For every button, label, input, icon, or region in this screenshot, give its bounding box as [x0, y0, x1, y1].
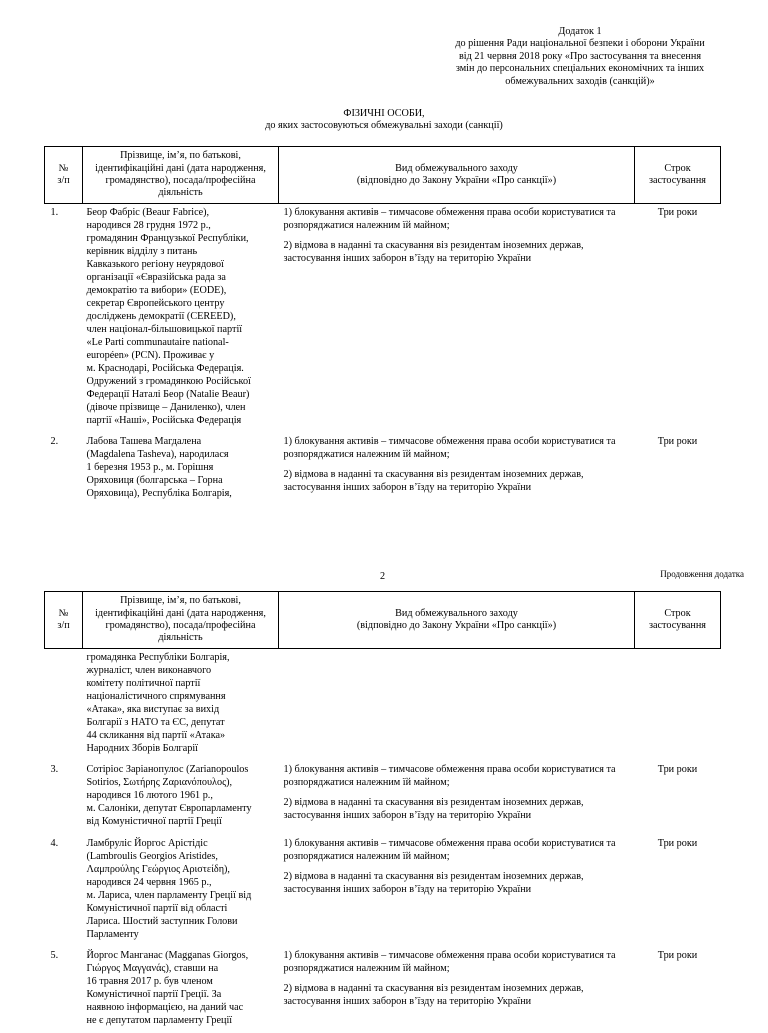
annex-line-2: до рішення Ради національної безпеки і оборони України — [455, 38, 705, 50]
table-row — [45, 433, 721, 507]
row-number: 2. — [50, 436, 59, 447]
measure-asset-freeze: 1) блокування активів – тимчасове обмеження права особи користуватися та розпоряджатися належним їй майном; — [283, 207, 616, 231]
header-person: Прізвище, ім’я, по батькові, ідентифікаційні дані (дата народження, громадянство), посада/професійна діяльність — [83, 592, 279, 649]
term-cell: Три роки — [657, 950, 698, 961]
table-row — [45, 835, 721, 947]
measures-cell — [279, 433, 635, 507]
table-row — [45, 761, 721, 835]
person-info: Беор Фабріс (Beaur Fabrice), народився 28 грудня 1972 р., громадянин Французької Республіки, керівник відділу з питань Кавказького регіону неурядової організації «Євразійська рада за демократію та вибори» (EODE), секретар Європейського центру досліджень демократії (CEREED), член націонал-більшовицької партії «Le Parti communautaire national- européen» (PCN). Проживає у м. Краснодарі, Російська Федерація. Одружений з громадянкою Російської Федерації Наталі Беор (Natalie Beaur) (дівоче прізвище – Даниленко), член партії «Наші», Російська Федерація — [86, 207, 251, 426]
annex-header — [430, 26, 730, 88]
title-sub: до яких застосовуються обмежувальні заходи (санкції) — [265, 120, 503, 132]
header-measure: Вид обмежувального заходу (відповідно до Закону України «Про санкції») — [279, 147, 635, 204]
person-info: Ламбруліс Йоргос Арістідіс (Lambroulis Georgios Aristides, Λαμπρούλης Γεώργιος Αριστείδη), народився 24 червня 1965 р., м. Лариса, член парламенту Греції від Комуністичної партії від області Лариса. Шостий заступник Голови Парламенту — [86, 838, 252, 940]
term-cell: Три роки — [657, 207, 698, 218]
annex-title: Додаток 1 — [558, 26, 602, 37]
header-term: Строк застосування — [635, 147, 721, 204]
row-number: 3. — [50, 764, 59, 775]
person-info: громадянка Республіки Болгарія, журналіст, член виконавчого комітету політичної партії націоналістичного спрямування «Атака», яка виступає за вихід Болгарії з НАТО та ЄС, депутат 44 скликання від партії «Атака» Народних Зборів Болгарії — [86, 652, 230, 754]
measure-asset-freeze: 1) блокування активів – тимчасове обмеження права особи користуватися та розпоряджатися належним їй майном; — [283, 764, 616, 788]
measure-visa-ban: 2) відмова в наданні та скасування віз резидентам іноземних держав, застосування інших заборон в’їзду на територію України — [283, 983, 584, 1007]
header-measure: Вид обмежувального заходу (відповідно до Закону України «Про санкції») — [279, 592, 635, 649]
measures-cell — [279, 761, 635, 835]
annex-line-5: обмежувальних заходів (санкцій)» — [505, 75, 655, 87]
table-row — [45, 947, 721, 1033]
header-num: № з/п — [45, 592, 83, 649]
title-main: ФІЗИЧНІ ОСОБИ, — [343, 108, 425, 119]
table-row — [45, 649, 721, 762]
measure-visa-ban: 2) відмова в наданні та скасування віз резидентам іноземних держав, застосування інших заборон в’їзду на територію України — [283, 797, 584, 821]
header-term: Строк застосування — [635, 592, 721, 649]
term-cell — [635, 649, 721, 762]
term-cell: Три роки — [657, 838, 698, 849]
measure-asset-freeze: 1) блокування активів – тимчасове обмеження права особи користуватися та розпоряджатися належним їй майном; — [283, 436, 616, 460]
measure-visa-ban: 2) відмова в наданні та скасування віз резидентам іноземних держав, застосування інших заборон в’їзду на територію України — [283, 871, 584, 895]
annex-line-3: від 21 червня 2018 року «Про застосування та внесення — [458, 50, 702, 62]
measure-visa-ban: 2) відмова в наданні та скасування віз резидентам іноземних держав, застосування інших заборон в’їзду на територію України — [283, 469, 584, 493]
header-person: Прізвище, ім’я, по батькові, ідентифікаційні дані (дата народження, громадянство), посада/професійна діяльність — [83, 147, 279, 204]
measure-asset-freeze: 1) блокування активів – тимчасове обмеження права особи користуватися та розпоряджатися належним їй майном; — [283, 950, 616, 974]
sanctions-table-page-1 — [44, 146, 721, 507]
person-info: Сотіріос Заріанопулос (Zarianopoulos Sotirios, Σωτήρης Ζαριανόπουλος), народився 16 лютого 1961 р., м. Салоніки, депутат Європарламенту від Комуністичної партії Греції — [86, 764, 252, 827]
table-row — [45, 204, 721, 434]
measures-cell — [279, 649, 635, 762]
sanctions-table-page-2 — [44, 591, 721, 1033]
measures-cell — [279, 947, 635, 1033]
document-title — [0, 108, 768, 133]
term-cell: Три роки — [657, 764, 698, 775]
row-number: 4. — [50, 838, 59, 849]
annex-line-4: змін до персональних спеціальних економічних та інших — [455, 63, 705, 75]
header-num: № з/п — [45, 147, 83, 204]
measures-cell — [279, 204, 635, 434]
row-number: 5. — [50, 950, 59, 961]
row-number — [45, 649, 83, 762]
term-cell: Три роки — [657, 436, 698, 447]
person-info: Йоргос Манганас (Magganas Giorgos, Γιώργος Μαγγανάς), ставши на 16 травня 2017 р. був членом Комуністичної партії Греції. За наявною інформацією, на даний час не є депутатом парламенту Греції — [86, 950, 249, 1026]
row-number: 1. — [50, 207, 59, 218]
measures-cell — [279, 835, 635, 947]
person-info: Лабова Ташева Магдалена (Magdalena Tasheva), народилася 1 березня 1953 р., м. Горішня Оряховиця (болгарська – Горна Оряховица), Республіка Болгарія, — [86, 436, 232, 499]
measure-visa-ban: 2) відмова в наданні та скасування віз резидентам іноземних держав, застосування інших заборон в’їзду на територію України — [283, 240, 584, 264]
page-number: 2 — [380, 571, 386, 582]
continuation-label: Продовження додатка — [660, 569, 744, 579]
measure-asset-freeze: 1) блокування активів – тимчасове обмеження права особи користуватися та розпоряджатися належним їй майном; — [283, 838, 616, 862]
